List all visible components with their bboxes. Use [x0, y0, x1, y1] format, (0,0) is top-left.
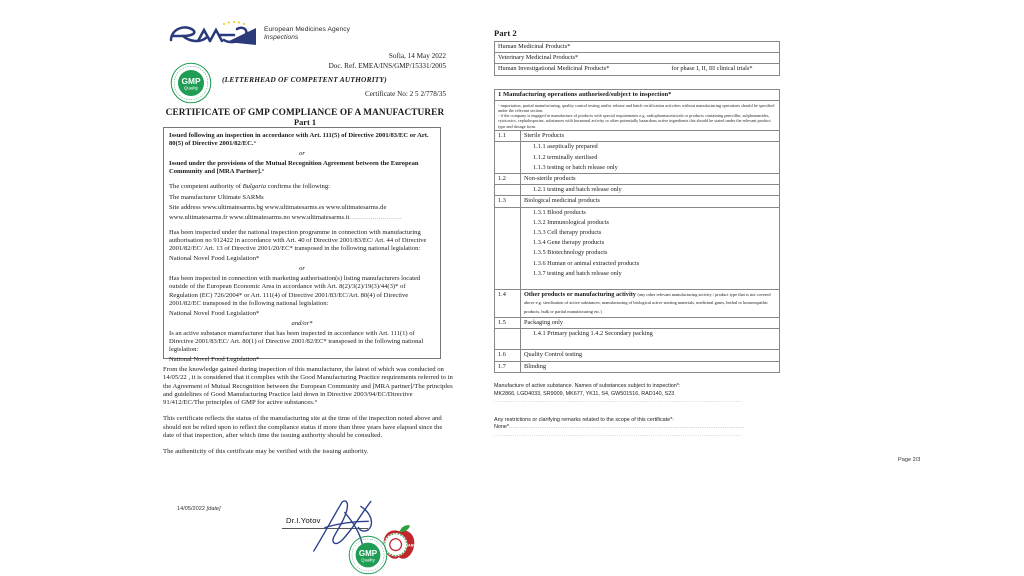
ops-sub-item: 1.3.6 Human or animal extracted products: [521, 259, 780, 269]
emea-logo-icon: [168, 20, 258, 50]
ops-row-title-text: Other products or manufacturing activity: [524, 291, 636, 299]
ops-row-number-blank: [495, 248, 521, 258]
or-separator-1: or: [299, 150, 305, 158]
product-type-cell: Human Medicinal Products*: [495, 42, 780, 53]
ops-sub-item: 1.1.3 testing or batch release only: [521, 163, 780, 174]
table-row: [495, 317, 780, 328]
inspection-paragraph-b: Has been inspected in connection with marketing authorisation(s) listing manufacturers located outside of the European Economic Area in accordance with Art. 8(2)/3(2)/19(3)/44(3)* of Regulation (EC) 726/2004* or Art. 111(4) of Directive 2001/83/EC/Art. 80(4) of Directive 2001/82/EC transposed in the following national legislation:: [169, 275, 421, 307]
ops-row-title: [521, 290, 780, 318]
table-row: [495, 163, 780, 174]
authenticity-paragraph: The authenticity of this certificate may be verified with the issuing authority.: [163, 448, 369, 456]
dot-leader: ...................................................................................................................................: [494, 398, 742, 405]
ops-row-number-blank: [495, 259, 521, 269]
inspection-paragraph-c: Is an active substance manufacturer that has been inspected in accordance with Art. 111(1) of Directive 2001/83/EC/ Art. 80(1) of Directive 2001/82/EC* transposed in the following national legislation:: [169, 329, 424, 354]
manufacturing-operations-table: [494, 89, 780, 373]
ops-footnote-1: - importation, partial manufacturing, quality control testing and/or release and batch certification activities without manufacturing operations should be specified under the relevant section.: [498, 102, 775, 113]
table-row: [495, 142, 780, 153]
ops-row-number-blank: [495, 185, 521, 196]
restrictions-value: None*...................................................................................................................................: [494, 424, 745, 431]
part1-content-box: [163, 127, 441, 364]
part2-footnotes: [494, 383, 794, 443]
country-name: Bulgaria: [242, 183, 267, 191]
table-row: [495, 64, 780, 75]
restrictions-block: [494, 417, 794, 440]
ops-sub-item: 1.3.2 Immunological products: [521, 218, 780, 228]
active-substance-block: [494, 383, 794, 406]
table-row: [495, 196, 780, 207]
place-date-block: [206, 52, 446, 71]
clinical-phase-text: for phase I, II, III clinical trials*: [671, 65, 753, 73]
table-row: [495, 174, 780, 185]
product-type-cell: Veterinary Medicinal Products*: [495, 53, 780, 64]
ops-row-number-blank: [495, 279, 521, 290]
table-row: [495, 339, 780, 350]
table-row: [495, 248, 780, 258]
knowledge-paragraph: From the knowledge gained during inspection of this manufacturer, the latest of which was conducted on 14/05/22 , it is considered that it complies with the Good Manufacturing Practice requirements referred to in the Agreement of Mutual Recognition between the European Community and [MRA partner]/The principles and guidelines of Good Manufacturing Practice laid down in Directive 2003/94/EC/Directive 91/412/EC/The principles of GMP for active substances.°: [163, 366, 453, 407]
gmp-quality-seal-bottom-icon: [348, 535, 388, 575]
site-address-line2: www.ultimatesarms.fr www.ultimatesarms.no www.ultimatesarms.it...........................: [169, 213, 402, 221]
svg-text:Quality: Quality: [361, 557, 375, 563]
ops-sub-item: 1.3.5 Biotechnology products: [521, 248, 780, 258]
ops-row-title: Biological medicinal products: [521, 196, 780, 207]
table-row: [495, 279, 780, 290]
ops-footnote-2: - if the company is engaged in manufacture of products with special requirements e.g. radiopharmaceuticals or products containing penicillin, sulphonamides, cytotoxics, cephalosporins, substances with hormonal activity or other potentially hazardous active ingredients this should be stated under the relevant product type and dosage form.: [498, 113, 771, 129]
page-number: Page 2/3: [898, 457, 921, 463]
right-column: [490, 0, 1024, 576]
table-row: [495, 42, 780, 53]
ops-row-number-blank: [495, 269, 521, 279]
validity-paragraph: This certificate reflects the status of the manufacturing site at the time of the inspection noted above and should not be relied upon to reflect the compliance status if more than three years have elapsed since the date of that inspection, after which time the issuing authority should be consulted.: [163, 415, 443, 440]
ops-row-number-blank: [495, 142, 521, 153]
dot-leader-inline: ...................................................................................................................................: [509, 424, 745, 431]
active-substance-value: MK2866, LGD4033, SR9009, MK677, YK11, S4, GW501516, RAD140, S23: [494, 390, 675, 397]
ops-row-note: (any other relevant manufacturing activity / product type that is not covered above e.g. sterilisation of active substances, manufacturing of biological active starting materials, medicinal gases, herbal or homoeopathic products, bulk or partial manufacturing etc.): [524, 292, 771, 314]
ops-row-number: 1.6: [495, 350, 521, 361]
product-type-cell: Human Investigational Medicinal Products* for phase I, II, III clinical trials*: [495, 64, 780, 75]
signature-date: 14/05/2022 [date]: [177, 506, 221, 512]
issued-clause-2: Issued under the provisions of the Mutual Recognition Agreement between the European Community and [MRA Partner].°: [169, 160, 419, 176]
ops-row-title: Packaging only: [521, 317, 780, 328]
ops-sub-item: 1.4.1 Primary packing 1.4.2 Secondary packing: [521, 329, 780, 340]
table-row: [495, 269, 780, 279]
agency-name-block: [264, 26, 350, 43]
ops-row-number-blank: [495, 339, 521, 350]
ops-sub-item: 1.1.2 terminally sterilised: [521, 153, 780, 163]
andor-separator: and/or*: [291, 319, 313, 327]
place-date: Sofia, 14 May 2022: [388, 52, 446, 60]
ops-sub-item: 1.3.3 Cell therapy products: [521, 228, 780, 238]
certificate-number: Certificate No: 2 5 2/778/35: [364, 90, 446, 98]
table-row: [495, 90, 780, 101]
ops-row-number-blank: [495, 218, 521, 228]
ops-table-footnotes: [495, 101, 780, 131]
competent-authority-line: The competent authority of Bulgaria confirms the following:: [169, 183, 330, 191]
ops-row-number-blank: [495, 153, 521, 163]
ops-row-number-blank: [495, 163, 521, 174]
svg-text:GMP: GMP: [181, 75, 201, 86]
signature-area: [150, 490, 480, 576]
table-row: [495, 329, 780, 340]
ops-row-title: Sterile Products: [521, 131, 780, 142]
svg-text:Quality: Quality: [183, 85, 199, 91]
ops-row-number: 1.5: [495, 317, 521, 328]
dot-leader: ...................................................................................................................................: [494, 431, 742, 438]
table-row: [495, 101, 780, 131]
part-1-heading: Part 1: [293, 118, 317, 127]
table-row: [495, 259, 780, 269]
legislation-c: National Novel Food Legislation*: [169, 356, 260, 364]
letterhead-row: [168, 14, 468, 54]
ops-sub-item: 1.3.1 Blood products: [521, 207, 780, 218]
inspection-paragraph-a: Has been inspected under the national inspection programme in connection with manufacturing authorisation no 912422 in accordance with Art. 40 of Directive 2001/83/EC/ Art. 44 of Directive 2001/82/EC/ Art. 13 of Directive 2001/20/EC* transposed in the following national legislation:: [169, 228, 427, 253]
table-row: [495, 131, 780, 142]
ops-row-number-blank: [495, 238, 521, 248]
table-row: [495, 53, 780, 64]
table-row: [495, 218, 780, 228]
ops-sub-item: 1.2.1 testing and batch release only: [521, 185, 780, 196]
agency-name-line2: Inspections: [264, 34, 299, 42]
ops-row-number-blank: [495, 329, 521, 340]
table-row: [495, 228, 780, 238]
legislation-b: National Novel Food Legislation*: [169, 309, 260, 317]
table-row: [495, 185, 780, 196]
ops-sub-spacer: [521, 339, 780, 350]
ops-sub-spacer: [521, 279, 780, 290]
letterhead-placeholder: (LETTERHEAD OF COMPETENT AUTHORITY): [222, 75, 387, 84]
table-row: [495, 290, 780, 318]
ops-row-number: 1.7: [495, 361, 521, 372]
legislation-a: National Novel Food Legislation*: [169, 255, 260, 263]
agency-name-line1: European Medicines Agency: [264, 26, 351, 33]
table-row: [495, 153, 780, 163]
manufacturer-line: The manufacturer Ultimate SARMs: [169, 193, 264, 201]
or-separator-2: or: [299, 265, 305, 273]
signatory-name: Dr.I.Yotov: [286, 516, 321, 525]
ops-row-number: 1.4: [495, 290, 521, 318]
ops-sub-item: 1.3.7 testing and batch release only: [521, 269, 780, 279]
product-types-table: [494, 41, 780, 76]
ops-row-title: Quality Control testing: [521, 350, 780, 361]
ops-row-number: 1.1: [495, 131, 521, 142]
left-column: [0, 0, 470, 576]
apple-seal-label: BABH: [405, 543, 417, 548]
table-row: [495, 361, 780, 372]
svg-text:GMP: GMP: [358, 548, 378, 558]
restrictions-label: Any restrictions or clarifying remarks related to the scope of this certificate*:: [494, 416, 674, 423]
ops-table-heading: 1 Manufacturing operations authorised/subject to inspection*: [495, 90, 780, 101]
active-substance-label: Manufacture of active substance. Names of substances subject to inspection*:: [494, 383, 681, 389]
ops-row-number: 1.2: [495, 174, 521, 185]
ops-sub-item: 1.3.4 Gene therapy products: [521, 238, 780, 248]
ops-row-title: Blinding: [521, 361, 780, 372]
table-row: [495, 207, 780, 218]
ops-sub-item: 1.1.1 aseptically prepared: [521, 142, 780, 153]
site-address-line1: Site address www.ultimatesarms.bg www.ultimatesarms.es www.ultimatesarms.de: [169, 203, 387, 211]
doc-reference: Doc. Ref. EMEA/INS/GMP/15331/2005: [328, 61, 446, 70]
part-2-heading: Part 2: [494, 28, 517, 38]
ops-row-number: 1.3: [495, 196, 521, 207]
table-row: [495, 350, 780, 361]
closing-statements: [163, 366, 453, 458]
ops-row-title: Non-sterile products: [521, 174, 780, 185]
table-row: [495, 238, 780, 248]
ops-row-number-blank: [495, 207, 521, 218]
ops-row-number-blank: [495, 228, 521, 238]
page-title: CERTIFICATE OF GMP COMPLIANCE OF A MANUFACTURER: [165, 108, 445, 118]
issued-clause-1: Issued following an inspection in accordance with Art. 111(5) of Directive 2001/83/EC or Art. 80(5) of Directive 2001/82/EC.°: [169, 132, 429, 148]
